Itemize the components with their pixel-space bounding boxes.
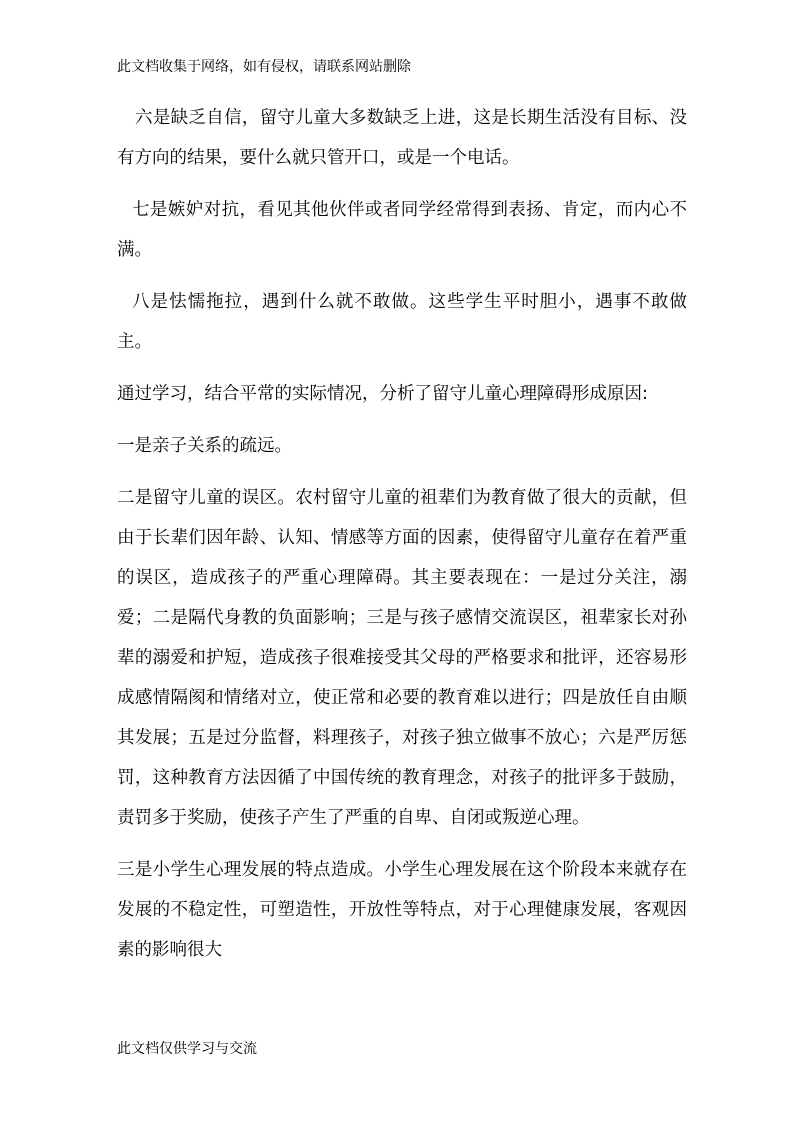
- paragraph-cause-two: 二是留守儿童的误区。农村留守儿童的祖辈们为教育做了很大的贡献，但由于长辈们因年龄、认知、情感等方面的因素，使得留守儿童存在着严重的误区，造成孩子的严重心理障碍。其主要表现在：一是过分关注，溺爱；二是隔代身教的负面影响；三是与孩子感情交流误区，祖辈家长对孙辈的溺爱和护短，造成孩子很难接受其父母的严格要求和批评，还容易形成感情隔阂和情绪对立，使正常和必要的教育难以进行；四是放任自由顺其发展；五是过分监督，料理孩子，对孩子独立做事不放心；六是严厉惩罚，这种教育方法因循了中国传统的教育理念，对孩子的批评多于鼓励，责罚多于奖励，使孩子产生了严重的自卑、自闭或叛逆心理。: [117, 488, 687, 828]
- page-header: 此文档收集于网络，如有侵权，请联系网站删除: [117, 59, 411, 75]
- document-body: [117, 98, 687, 970]
- paragraph-timidity: 八是怯懦拖拉，遇到什么就不敢做。这些学生平时胆小，遇事不敢做主。: [117, 292, 687, 352]
- paragraph-cause-three: 三是小学生心理发展的特点造成。小学生心理发展在这个阶段本来就存在发展的不稳定性，可塑造性，开放性等特点，对于心理健康发展，客观因素的影响很大: [117, 860, 687, 960]
- paragraph-cause-one: 一是亲子关系的疏远。: [117, 436, 292, 456]
- paragraph-lack-of-confidence: 六是缺乏自信，留守儿童大多数缺乏上进，这是长期生活没有目标、没有方向的结果，要什么就只管开口，或是一个电话。: [117, 108, 687, 168]
- paragraph-jealousy: 七是嫉妒对抗，看见其他伙伴或者同学经常得到表扬、肯定，而内心不满。: [117, 200, 687, 260]
- paragraph-analysis-intro: 通过学习，结合平常的实际情况，分析了留守儿童心理障碍形成原因:: [117, 384, 648, 404]
- page-footer: 此文档仅供学习与交流: [117, 1041, 257, 1057]
